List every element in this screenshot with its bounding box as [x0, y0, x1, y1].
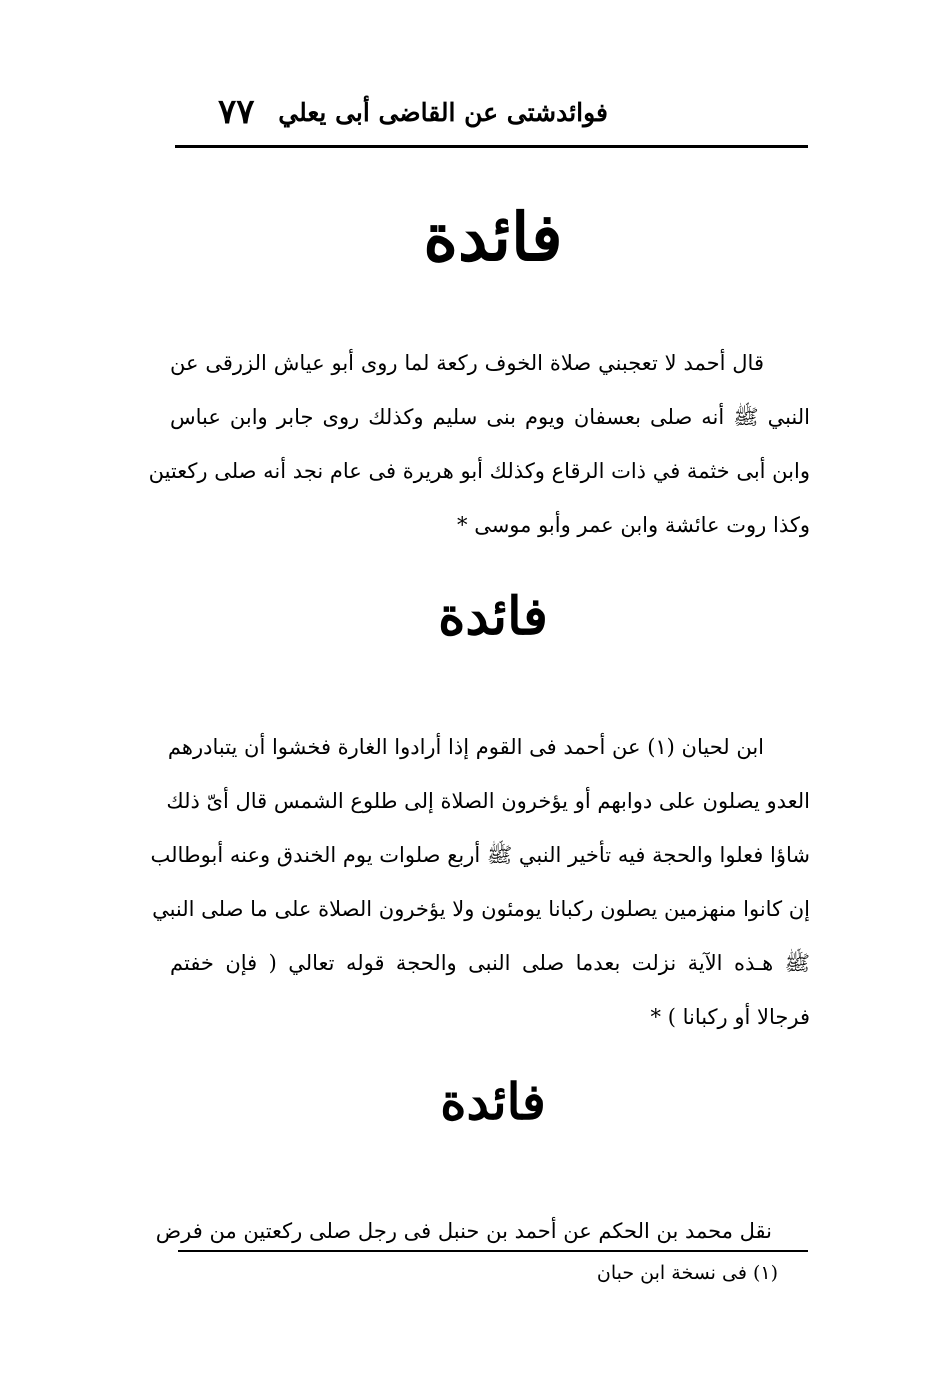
- footnote: (١) فى نسخة ابن حبان: [596, 1262, 778, 1284]
- text-line: شاؤا فعلوا والحجة فيه تأخير النبي ﷺ أربع صلوات يوم الخندق وعنه أبوطالب: [150, 843, 810, 867]
- text-line: ابن لحيان (١) عن أحمد فى القوم إذا أرادوا الغارة فخشوا أن يتبادرهم: [167, 735, 764, 759]
- page-number: ٧٧: [218, 92, 255, 132]
- text-line: فرجالا أو ركبانا ) *: [650, 1005, 810, 1029]
- section-heading-3: فائدة: [440, 1072, 546, 1131]
- paragraph-1: [148, 336, 810, 552]
- text-line: النبي ﷺ أنه صلى بعسفان ويوم بنى سليم وكذلك روى جابر وابن عباس: [170, 405, 810, 429]
- text-line: وابن أبى خثمة في ذات الرقاع وكذلك أبو هريرة فى عام نجد أنه صلى ركعتين: [148, 459, 810, 483]
- running-title: فوائدشتى عن القاضى أبى يعلي: [278, 98, 608, 127]
- section-heading-2: فائدة: [438, 586, 548, 647]
- header-rule: [175, 145, 808, 148]
- text-line: قال أحمد لا تعجبني صلاة الخوف ركعة لما روى أبو عياش الزرقى عن: [170, 351, 764, 375]
- footnote-rule: [178, 1250, 808, 1252]
- text-line: العدو يصلون على دوابهم أو يؤخرون الصلاة إلى طلوع الشمس قال أىّ ذلك: [166, 789, 810, 813]
- section-heading-1: فائدة: [423, 198, 563, 276]
- paragraph-2: [150, 720, 810, 1044]
- text-line: وكذا روت عائشة وابن عمر وأبو موسى *: [457, 513, 810, 537]
- running-header: [178, 92, 808, 142]
- text-line: ﷺ هـذه الآية نزلت بعدما صلى النبى والحجة قوله تعالي ( فإن خفتم: [170, 951, 810, 975]
- text-line: نقل محمد بن الحكم عن أحمد بن حنبل فى رجل صلى ركعتين من فرض: [155, 1219, 772, 1243]
- text-line: إن كانوا منهزمين يصلون ركبانا يومئون ولا يؤخرون الصلاة على ما صلى النبي: [152, 897, 810, 921]
